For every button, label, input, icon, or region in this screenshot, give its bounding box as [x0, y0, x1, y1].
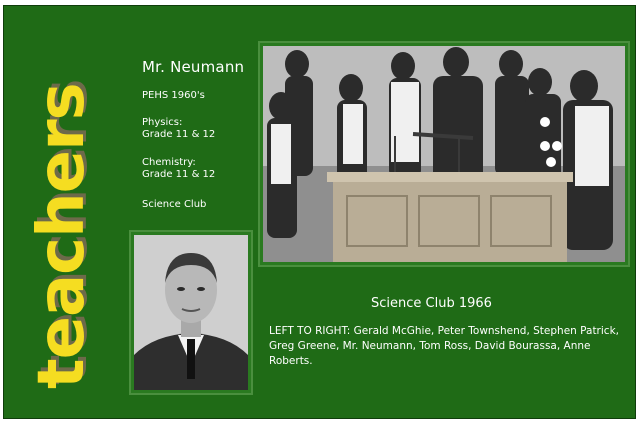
physics-grades: Grade 11 & 12	[142, 129, 216, 140]
portrait-illustration	[134, 235, 248, 390]
section-title: teachers	[25, 83, 99, 389]
chemistry-info	[142, 157, 215, 181]
group-photo-illustration	[263, 46, 625, 262]
portrait-image	[134, 235, 248, 390]
caption-title: Science Club 1966	[371, 296, 492, 311]
caption-text: LEFT TO RIGHT: Gerald McGhie, Peter Townshend, Stephen Patrick, Greg Greene, Mr. Neumann, Tom Ross, David Bourassa, Anne Roberts.	[269, 325, 619, 367]
school-line: PEHS 1960's	[142, 90, 205, 101]
club-line: Science Club	[142, 199, 207, 210]
physics-info	[142, 117, 215, 141]
chemistry-grades: Grade 11 & 12	[142, 169, 216, 180]
group-photo-image	[263, 46, 625, 262]
teacher-name: Mr. Neumann	[142, 58, 245, 76]
yearbook-page	[3, 5, 636, 419]
chemistry-label: Chemistry:	[142, 157, 196, 168]
physics-label: Physics:	[142, 117, 183, 128]
science-club-photo	[258, 41, 630, 267]
teacher-portrait	[129, 230, 253, 395]
